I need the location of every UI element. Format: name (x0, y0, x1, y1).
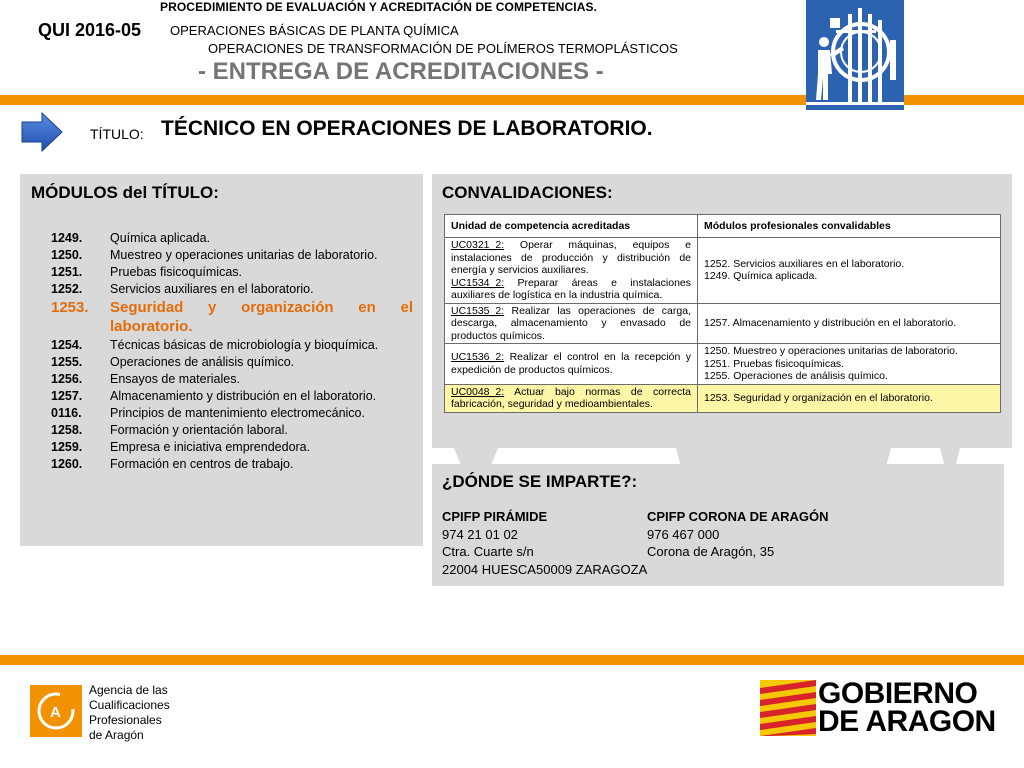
center-phone: 976 467 000 (647, 526, 720, 542)
table-header-uc: Unidad de competencia acreditadas (445, 215, 698, 238)
uc-code: UC0321_2: (451, 239, 505, 251)
modules-list (51, 230, 413, 473)
module-item (51, 422, 413, 439)
locations-panel (432, 464, 1004, 586)
qualification-code: QUI 2016-05 (38, 20, 142, 40)
module-item (51, 439, 413, 456)
worker-machine-logo (806, 0, 904, 110)
module-item (51, 388, 413, 405)
convalidations-heading: CONVALIDACIONES: (442, 183, 613, 202)
bottom-orange-bar (0, 655, 1024, 665)
module-cell (698, 344, 1001, 385)
module-text: Química aplicada. (110, 231, 211, 245)
center-name: CPIFP CORONA DE ARAGÓN (647, 509, 829, 524)
title-label: TÍTULO: (90, 126, 144, 142)
arrow-right-icon (20, 111, 64, 158)
module-item (51, 264, 413, 281)
module-text: Técnicas básicas de microbiología y bioquímica. (110, 337, 379, 352)
module-number: 0116. (51, 405, 82, 420)
table-row (445, 238, 1001, 304)
uc-text: Preparar áreas e instalaciones auxiliares de logística en la industria química. (451, 276, 691, 301)
center-name: CPIFP PIRÁMIDE (442, 509, 548, 524)
module-item (51, 405, 413, 422)
uc-cell (445, 344, 698, 385)
center-city-2: 50009 ZARAGOZA (536, 561, 648, 577)
convalidable-module: 1255. Operaciones de análisis químico. (704, 370, 888, 382)
module-text: Principios de mantenimiento electromecánico. (110, 405, 365, 420)
uc-cell (445, 303, 698, 344)
module-cell (698, 303, 1001, 344)
module-text: Empresa e iniciativa emprendedora. (110, 439, 311, 454)
module-text: Formación y orientación laboral. (110, 422, 288, 437)
module-item (51, 456, 413, 473)
uc-code: UC1535_2: (451, 304, 505, 317)
table-header-modules: Módulos profesionales convalidables (698, 215, 1001, 238)
convalidable-module: 1249. Química aplicada. (704, 270, 818, 283)
module-number: 1253. (51, 299, 89, 316)
uc-code: UC0048_2: (451, 385, 505, 398)
svg-text:A: A (50, 704, 61, 721)
module-text: Operaciones de análisis químico. (110, 354, 295, 369)
module-text: Almacenamiento y distribución en el laboratorio. (110, 388, 377, 403)
title-value: TÉCNICO EN OPERACIONES DE LABORATORIO. (161, 117, 653, 140)
module-number: 1251. (51, 265, 83, 279)
table-row (445, 384, 1001, 412)
convalidable-module: 1250. Muestreo y operaciones unitarias de laboratorio. (704, 345, 958, 357)
module-text: Servicios auxiliares en el laboratorio. (110, 282, 314, 296)
module-item (51, 354, 413, 371)
module-number: 1254. (51, 337, 83, 352)
module-number: 1249. (51, 231, 83, 245)
module-number: 1256. (51, 371, 83, 386)
uc-text: Realizar las operaciones de carga, descarga, almacenamiento y envasado de productos químicos. (451, 304, 691, 342)
qualification-name-1: OPERACIONES BÁSICAS DE PLANTA QUÍMICA (170, 23, 459, 38)
module-number: 1258. (51, 422, 83, 437)
convalidable-module: 1251. Pruebas fisicoquímicas. (704, 357, 845, 370)
module-number: 1257. (51, 388, 83, 403)
module-text: Formación en centros de trabajo. (110, 456, 294, 471)
page-title: - ENTREGA DE ACREDITACIONES - (198, 58, 604, 85)
module-item (51, 281, 413, 298)
module-number: 1260. (51, 456, 83, 471)
module-number: 1252. (51, 282, 83, 296)
module-text: Ensayos de materiales. (110, 371, 240, 386)
convalidable-module: 1252. Servicios auxiliares en el laboratorio. (704, 257, 905, 270)
table-row (445, 344, 1001, 385)
uc-text: Operar máquinas, equipos e instalaciones de producción y distribución de energía y servicios auxiliares. (451, 239, 691, 276)
convalidations-panel (432, 174, 1012, 448)
module-number: 1259. (51, 439, 83, 454)
convalidations-table (444, 214, 1001, 413)
center-phone: 974 21 01 02 (442, 526, 518, 542)
module-item (51, 298, 413, 336)
module-item (51, 371, 413, 388)
center-piramide (442, 508, 547, 578)
locations-heading: ¿DÓNDE SE IMPARTE?: (442, 472, 638, 491)
modules-heading: MÓDULOS del TÍTULO: (31, 183, 219, 202)
procedure-title: PROCEDIMIENTO DE EVALUACIÓN Y ACREDITACIÓN DE COMPETENCIAS. (160, 0, 598, 14)
panel-connector (676, 448, 891, 464)
acp-logo (30, 685, 82, 742)
center-address: Ctra. Cuarte s/n (442, 544, 534, 559)
center-address: Corona de Aragón, 35 (647, 544, 775, 559)
panel-connector (940, 448, 960, 464)
center-city: 22004 HUESCA (442, 561, 536, 577)
agency-name: Agencia de las Cualificaciones Profesionales de Aragón (89, 683, 170, 742)
module-text: Pruebas fisicoquímicas. (110, 265, 243, 279)
module-number: 1255. (51, 354, 83, 369)
module-text: Muestreo y operaciones unitarias de laboratorio. (110, 248, 378, 262)
uc-code: UC1536_2: (451, 351, 505, 364)
uc-cell (445, 384, 698, 412)
qualification-name-2: OPERACIONES DE TRANSFORMACIÓN DE POLÍMEROS TERMOPLÁSTICOS (208, 41, 678, 56)
government-name: GOBIERNO DE ARAGON (818, 677, 996, 738)
modules-panel (20, 174, 423, 546)
aragon-flag-logo (760, 680, 816, 741)
uc-code: UC1534_2: (451, 276, 505, 289)
module-cell (698, 238, 1001, 304)
table-row (445, 303, 1001, 344)
uc-text: Realizar el control en la recepción y expedición de productos químicos. (451, 351, 691, 376)
panel-connector (454, 448, 498, 464)
uc-cell (445, 238, 698, 304)
module-cell (698, 384, 1001, 412)
module-item (51, 337, 413, 354)
module-item (51, 230, 413, 247)
uc-text: Actuar bajo normas de correcta fabricación, seguridad y medioambientales. (451, 385, 691, 410)
convalidable-module: 1253. Seguridad y organización en el laboratorio. (704, 391, 933, 404)
convalidable-module: 1257. Almacenamiento y distribución en el laboratorio. (704, 317, 957, 329)
center-corona (647, 508, 829, 561)
module-text: Seguridad y organización en el laboratorio. (110, 299, 413, 335)
module-item (51, 247, 413, 264)
module-number: 1250. (51, 248, 83, 262)
